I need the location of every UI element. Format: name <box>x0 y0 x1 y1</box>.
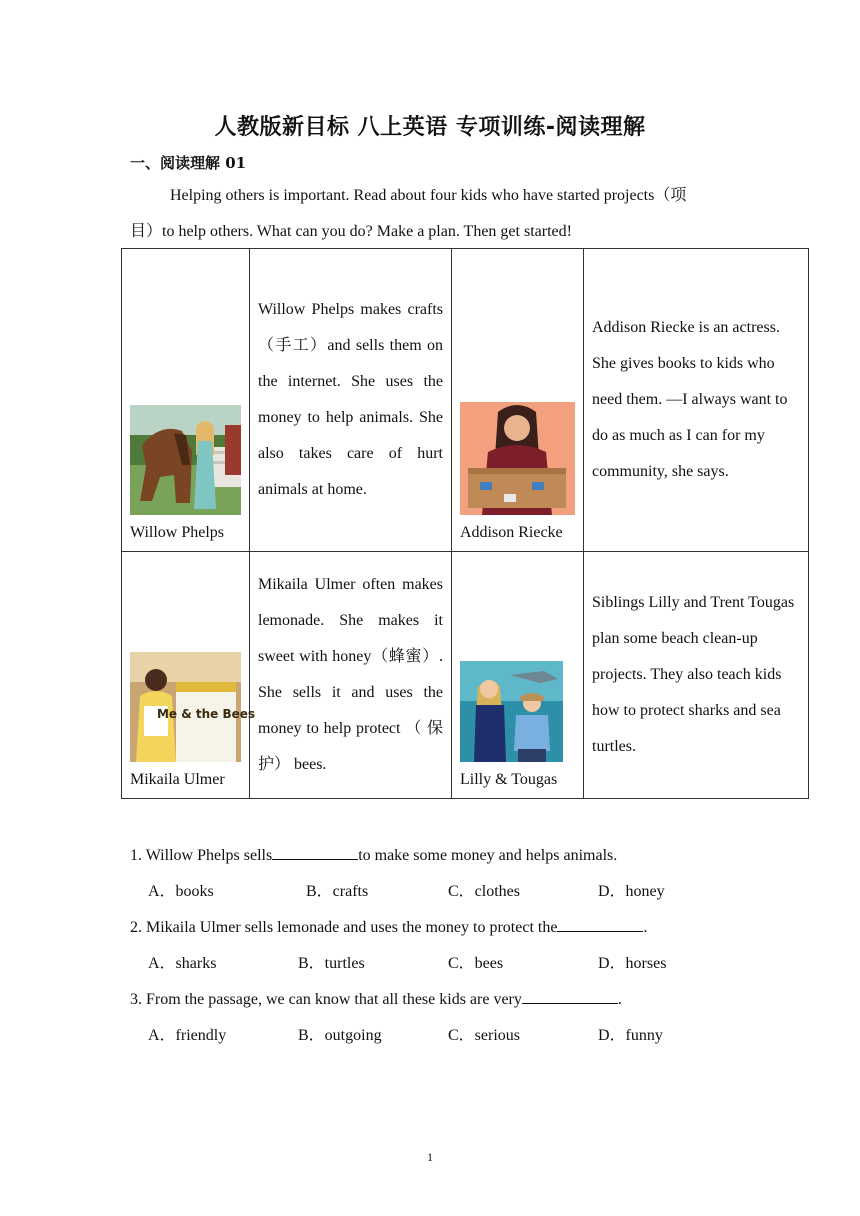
question-1-text: 1. Willow Phelps sells <box>130 847 273 864</box>
kid-cell-mikaila <box>122 552 256 799</box>
kid-cell-willow <box>122 249 250 552</box>
option-a[interactable]: A．sharks <box>148 955 217 972</box>
option-c[interactable]: C．clothes <box>448 883 520 900</box>
page-number: 1 <box>427 1150 433 1164</box>
option-b[interactable]: B．outgoing <box>298 1027 382 1044</box>
kid-text-tougas: Siblings Lilly and Trent Tougas plan some beach clean-up projects. They also teach kids how to protect sharks and sea turtles. <box>584 552 809 799</box>
kid-cell-tougas <box>452 552 584 799</box>
question-1-options <box>130 874 770 910</box>
question-2-text-end: . <box>643 919 648 936</box>
kid-text-addison: Addison Riecke is an actress. She gives books to kids who need them. ―I always want to do as much as I can for my community, she says. <box>584 249 809 552</box>
option-d[interactable]: D．funny <box>598 1027 663 1044</box>
answer-blank[interactable] <box>557 917 643 932</box>
option-d[interactable]: D．horses <box>598 955 667 972</box>
question-3-options <box>130 1018 770 1054</box>
option-b[interactable]: B．turtles <box>298 955 365 972</box>
question-list <box>130 838 770 1054</box>
question-2-text: 2. Mikaila Ulmer sells lemonade and uses the money to protect the <box>130 919 558 936</box>
question-1 <box>130 838 770 874</box>
question-3-text: 3. From the passage, we can know that all these kids are very <box>130 991 522 1008</box>
intro-line-2: 目）to help others. What can you do? Make a plan. Then get started! <box>130 223 572 240</box>
intro-line-1: Helping others is important. Read about four kids who have started projects（项 <box>170 187 687 204</box>
option-c[interactable]: C．bees <box>448 955 504 972</box>
lemonade-stand-sign: Me & the Bees <box>156 707 256 721</box>
section-heading: 一、阅读理解 01 <box>130 154 247 172</box>
page-title: 人教版新目标 八上英语 专项训练-阅读理解 <box>214 115 646 140</box>
kid-text-mikaila: Mikaila Ulmer often makes lemonade. She makes it sweet with honey（蜂蜜）. She sells it and uses the money to help protect （ 保护） bees. <box>250 552 452 799</box>
question-2 <box>130 910 770 946</box>
tougas-shark-photo <box>460 661 563 762</box>
question-3-text-end: . <box>617 991 622 1008</box>
option-a[interactable]: A．books <box>148 883 214 900</box>
mikaila-lemonade-photo <box>130 652 256 762</box>
table-row <box>122 249 809 552</box>
intro-paragraph <box>130 178 730 250</box>
option-c[interactable]: C．serious <box>448 1027 521 1044</box>
addison-box-photo <box>460 402 575 515</box>
kid-text-willow: Willow Phelps makes crafts（手工）and sells them on the internet. She uses the money to help animals. She also takes care of hurt animals at home. <box>250 249 452 552</box>
reading-table <box>121 248 809 799</box>
question-3 <box>130 982 770 1018</box>
table-row <box>122 552 809 799</box>
kid-name-addison: Addison Riecke <box>460 524 563 541</box>
answer-blank[interactable] <box>272 845 358 860</box>
option-a[interactable]: A．friendly <box>148 1027 227 1044</box>
kid-name-willow: Willow Phelps <box>130 524 225 541</box>
kid-name-mikaila: Mikaila Ulmer <box>130 771 225 788</box>
kid-name-tougas: Lilly & Tougas <box>460 771 558 788</box>
option-d[interactable]: D．honey <box>598 883 665 900</box>
option-b[interactable]: B．crafts <box>306 883 369 900</box>
answer-blank[interactable] <box>522 989 618 1004</box>
question-1-text-end: to make some money and helps animals. <box>358 847 618 864</box>
question-2-options <box>130 946 770 982</box>
willow-horse-photo <box>130 405 241 515</box>
kid-cell-addison <box>452 249 584 552</box>
